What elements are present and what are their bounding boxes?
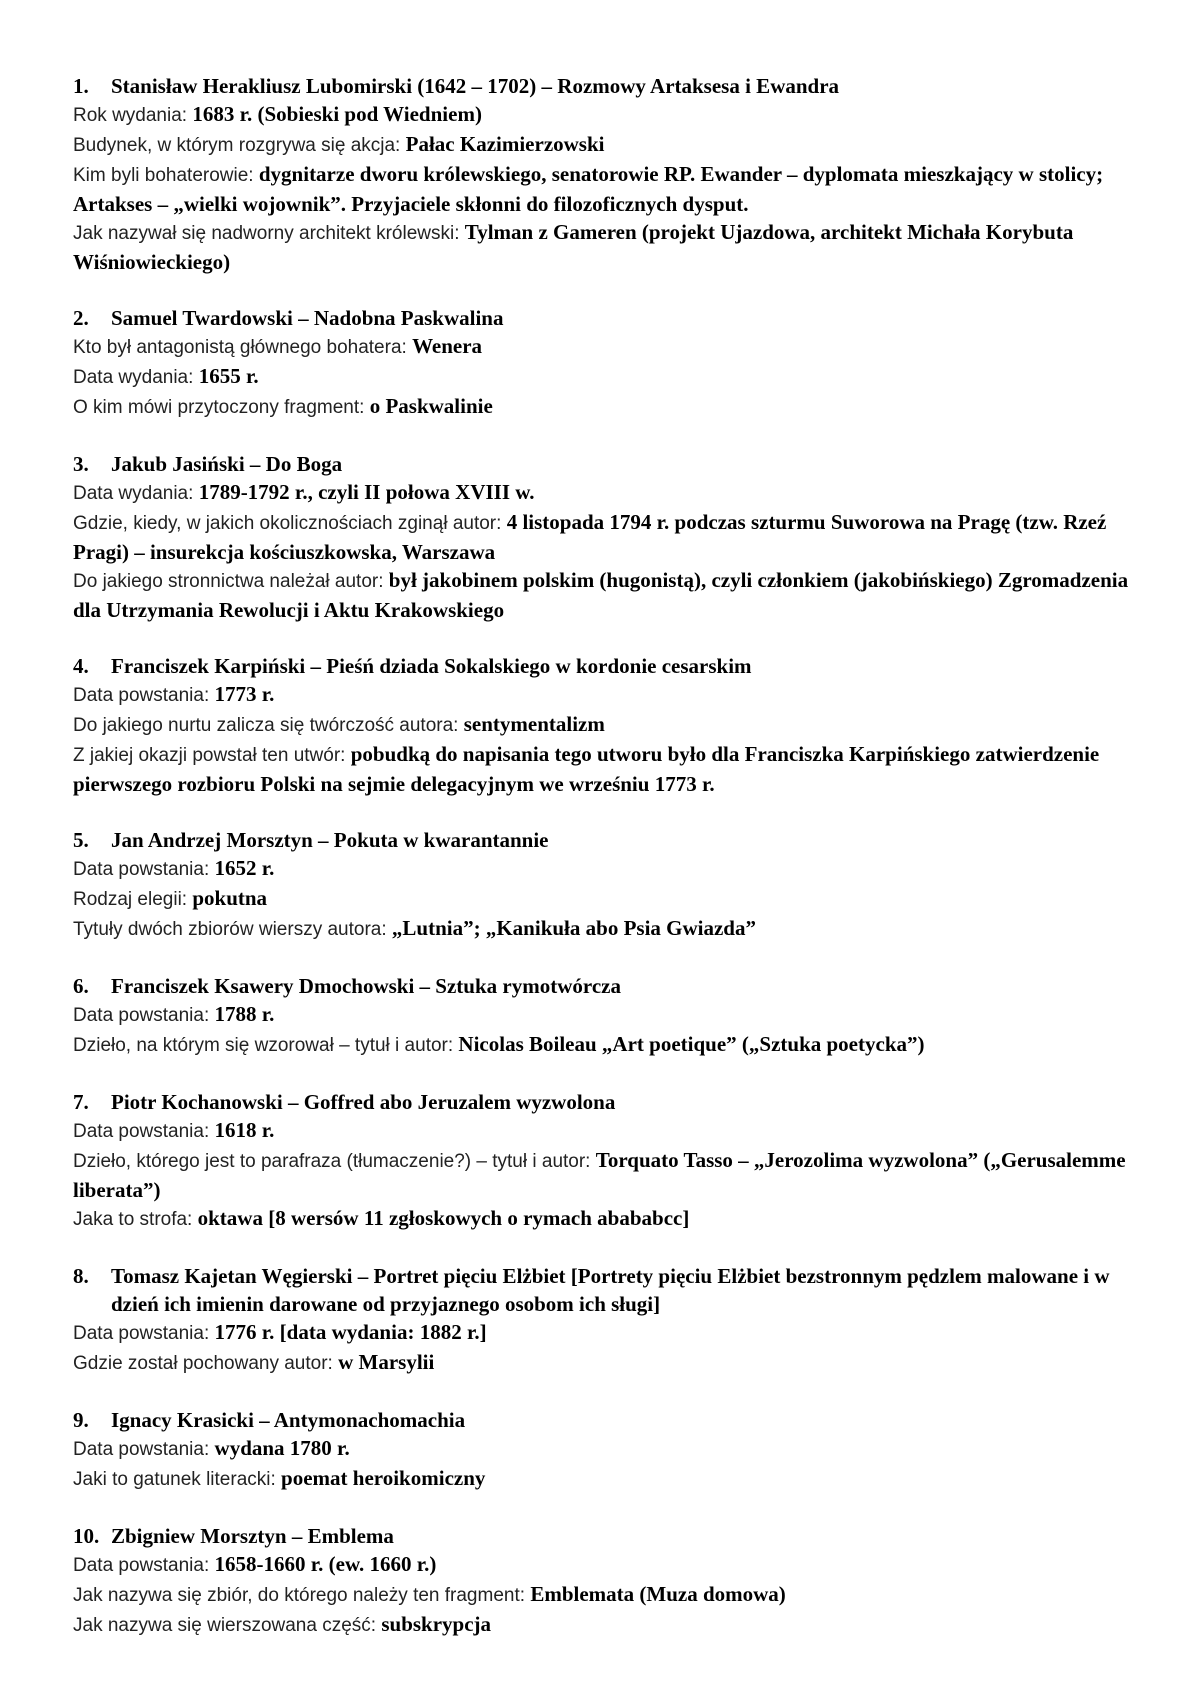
entry-title: Piotr Kochanowski – Goffred abo Jeruzalem wyzwolona — [111, 1090, 616, 1114]
entry-heading — [73, 1262, 1143, 1318]
qa-line — [73, 1348, 1143, 1378]
answer-text: 1683 r. (Sobieski pod Wiedniem) — [192, 102, 482, 126]
entry-title: Samuel Twardowski – Nadobna Paskwalina — [111, 306, 504, 330]
answer-text: 1789-1792 r., czyli II połowa XVIII w. — [198, 480, 535, 504]
answer-text: 1658-1660 r. (ew. 1660 r.) — [214, 1552, 437, 1576]
entry-heading — [73, 972, 1143, 1000]
entry-heading — [73, 72, 1143, 100]
answer-text: Emblemata (Muza domowa) — [530, 1582, 786, 1606]
entry-title: Jan Andrzej Morsztyn – Pokuta w kwarantannie — [111, 828, 549, 852]
qa-line — [73, 740, 1143, 798]
entry-9 — [73, 1406, 1143, 1494]
answer-text: o Paskwalinie — [369, 394, 493, 418]
question-text: Jaki to gatunek literacki: — [73, 1469, 282, 1490]
entry-heading — [73, 826, 1143, 854]
question-text: Jak nazywa się zbiór, do którego należy ten fragment: — [73, 1585, 531, 1606]
question-text: Data powstania: — [73, 1323, 215, 1344]
entry-7 — [73, 1088, 1143, 1234]
entry-title: Franciszek Karpiński – Pieśń dziada Sokalskiego w kordonie cesarskim — [111, 654, 752, 678]
answer-text: sentymentalizm — [463, 712, 605, 736]
answer-text: Wenera — [412, 334, 483, 358]
qa-line — [73, 332, 1143, 362]
question-text: Data powstania: — [73, 1439, 215, 1460]
qa-line — [73, 1000, 1143, 1030]
qa-line — [73, 854, 1143, 884]
answer-text: był jakobinem polskim (hugonistą), czyli członkiem (jakobińskiego) Zgromadzenia dla Utrzymania Rewolucji i Aktu Krakowskiego — [73, 568, 1129, 622]
document-page — [73, 72, 1143, 1668]
entry-title: Jakub Jasiński – Do Boga — [111, 452, 343, 476]
qa-line — [73, 100, 1143, 130]
answer-text: Torquato Tasso – „Jerozolima wyzwolona” („Gerusalemme liberata”) — [73, 1148, 1126, 1202]
answer-text: pobudką do napisania tego utworu było dla Franciszka Karpińskiego zatwierdzenie pierwszego rozbioru Polski na sejmie delegacyjnym we wrześniu 1773 r. — [73, 742, 1100, 796]
question-text: Z jakiej okazji powstał ten utwór: — [73, 745, 351, 766]
entry-1 — [73, 72, 1143, 276]
question-text: Kto był antagonistą głównego bohatera: — [73, 337, 413, 358]
qa-line — [73, 160, 1143, 218]
question-text: O kim mówi przytoczony fragment: — [73, 397, 370, 418]
entry-title: Ignacy Krasicki – Antymonachomachia — [111, 1408, 466, 1432]
answer-text: 1773 r. — [214, 682, 275, 706]
entry-number: 7. — [73, 1090, 89, 1114]
answer-text: 1776 r. [data wydania: 1882 r.] — [214, 1320, 487, 1344]
question-text: Data wydania: — [73, 483, 199, 504]
question-text: Jak nazywał się nadworny architekt królewski: — [73, 223, 465, 244]
question-text: Gdzie został pochowany autor: — [73, 1353, 339, 1374]
entry-heading — [73, 1522, 1143, 1550]
qa-line — [73, 130, 1143, 160]
question-text: Data powstania: — [73, 1555, 215, 1576]
entry-heading — [73, 1406, 1143, 1434]
answer-text: poemat heroikomiczny — [281, 1466, 486, 1490]
qa-line — [73, 1116, 1143, 1146]
qa-line — [73, 392, 1143, 422]
qa-line — [73, 884, 1143, 914]
qa-line — [73, 1318, 1143, 1348]
entry-number: 9. — [73, 1408, 89, 1432]
qa-line — [73, 1204, 1143, 1234]
qa-line — [73, 1580, 1143, 1610]
qa-line — [73, 478, 1143, 508]
answer-text: subskrypcja — [381, 1612, 492, 1636]
question-text: Data powstania: — [73, 685, 215, 706]
question-text: Jak nazywa się wierszowana część: — [73, 1615, 382, 1636]
entry-number: 2. — [73, 306, 89, 330]
question-text: Data powstania: — [73, 859, 215, 880]
entry-number: 8. — [73, 1264, 89, 1288]
question-text: Data wydania: — [73, 367, 199, 388]
answer-text: dygnitarze dworu królewskiego, senatorowie RP. Ewander – dyplomata mieszkający w stolicy; Artakses – „wielki wojownik”. Przyjaciele skłonni do filozoficznych dysput. — [73, 162, 1104, 216]
answer-text: w Marsylii — [338, 1350, 435, 1374]
entry-number: 10. — [73, 1524, 100, 1548]
qa-line — [73, 566, 1143, 624]
qa-line — [73, 1030, 1143, 1060]
answer-text: oktawa [8 wersów 11 zgłoskowych o rymach abababcc] — [197, 1206, 690, 1230]
qa-line — [73, 1434, 1143, 1464]
qa-line — [73, 1464, 1143, 1494]
entry-2 — [73, 304, 1143, 422]
entry-number: 1. — [73, 74, 89, 98]
entry-number: 6. — [73, 974, 89, 998]
answer-text: 1788 r. — [214, 1002, 275, 1026]
qa-line — [73, 1610, 1143, 1640]
qa-line — [73, 362, 1143, 392]
entry-heading — [73, 652, 1143, 680]
entry-number: 5. — [73, 828, 89, 852]
entry-6 — [73, 972, 1143, 1060]
question-text: Budynek, w którym rozgrywa się akcja: — [73, 135, 406, 156]
qa-line — [73, 1146, 1143, 1204]
entry-title: Zbigniew Morsztyn – Emblema — [111, 1524, 394, 1548]
answer-text: Nicolas Boileau „Art poetique” („Sztuka poetycka”) — [458, 1032, 925, 1056]
answer-text: Tylman z Gameren (projekt Ujazdowa, architekt Michała Korybuta Wiśniowieckiego) — [73, 220, 1074, 274]
answer-text: 4 listopada 1794 r. podczas szturmu Suworowa na Pragę (tzw. Rzeź Pragi) – insurekcja kościuszkowska, Warszawa — [73, 510, 1107, 564]
entry-heading — [73, 304, 1143, 332]
entry-heading — [73, 450, 1143, 478]
question-text: Do jakiego nurtu zalicza się twórczość autora: — [73, 715, 464, 736]
answer-text: „Lutnia”; „Kanikuła abo Psia Gwiazda” — [391, 916, 756, 940]
question-text: Jaka to strofa: — [73, 1209, 198, 1230]
question-text: Data powstania: — [73, 1005, 215, 1026]
answer-text: 1652 r. — [214, 856, 275, 880]
entry-number: 3. — [73, 452, 89, 476]
answer-text: 1655 r. — [198, 364, 259, 388]
entry-5 — [73, 826, 1143, 944]
question-text: Dzieło, na którym się wzorował – tytuł i autor: — [73, 1035, 459, 1056]
entry-title: Tomasz Kajetan Węgierski – Portret pięciu Elżbiet [Portrety pięciu Elżbiet bezstronnym pędzlem malowane i w dzień ich imienin darowane od przyjaznego osobom ich sługi] — [111, 1264, 1110, 1316]
entry-number: 4. — [73, 654, 89, 678]
entry-heading — [73, 1088, 1143, 1116]
qa-line — [73, 218, 1143, 276]
entry-title: Franciszek Ksawery Dmochowski – Sztuka rymotwórcza — [111, 974, 621, 998]
question-text: Gdzie, kiedy, w jakich okolicznościach zginął autor: — [73, 513, 507, 534]
answer-text: wydana 1780 r. — [214, 1436, 350, 1460]
question-text: Rok wydania: — [73, 105, 193, 126]
entry-8 — [73, 1262, 1143, 1378]
qa-line — [73, 914, 1143, 944]
answer-text: Pałac Kazimierzowski — [405, 132, 605, 156]
entry-title: Stanisław Herakliusz Lubomirski (1642 – 1702) – Rozmowy Artaksesa i Ewandra — [111, 74, 840, 98]
question-text: Rodzaj elegii: — [73, 889, 193, 910]
entry-3 — [73, 450, 1143, 624]
question-text: Data powstania: — [73, 1121, 215, 1142]
answer-text: 1618 r. — [214, 1118, 275, 1142]
qa-line — [73, 710, 1143, 740]
question-text: Do jakiego stronnictwa należał autor: — [73, 571, 389, 592]
answer-text: pokutna — [192, 886, 268, 910]
entry-10 — [73, 1522, 1143, 1640]
entry-4 — [73, 652, 1143, 798]
qa-line — [73, 1550, 1143, 1580]
question-text: Kim byli bohaterowie: — [73, 165, 259, 186]
question-text: Tytuły dwóch zbiorów wierszy autora: — [73, 919, 392, 940]
qa-line — [73, 508, 1143, 566]
qa-line — [73, 680, 1143, 710]
question-text: Dzieło, którego jest to parafraza (tłumaczenie?) – tytuł i autor: — [73, 1151, 596, 1172]
